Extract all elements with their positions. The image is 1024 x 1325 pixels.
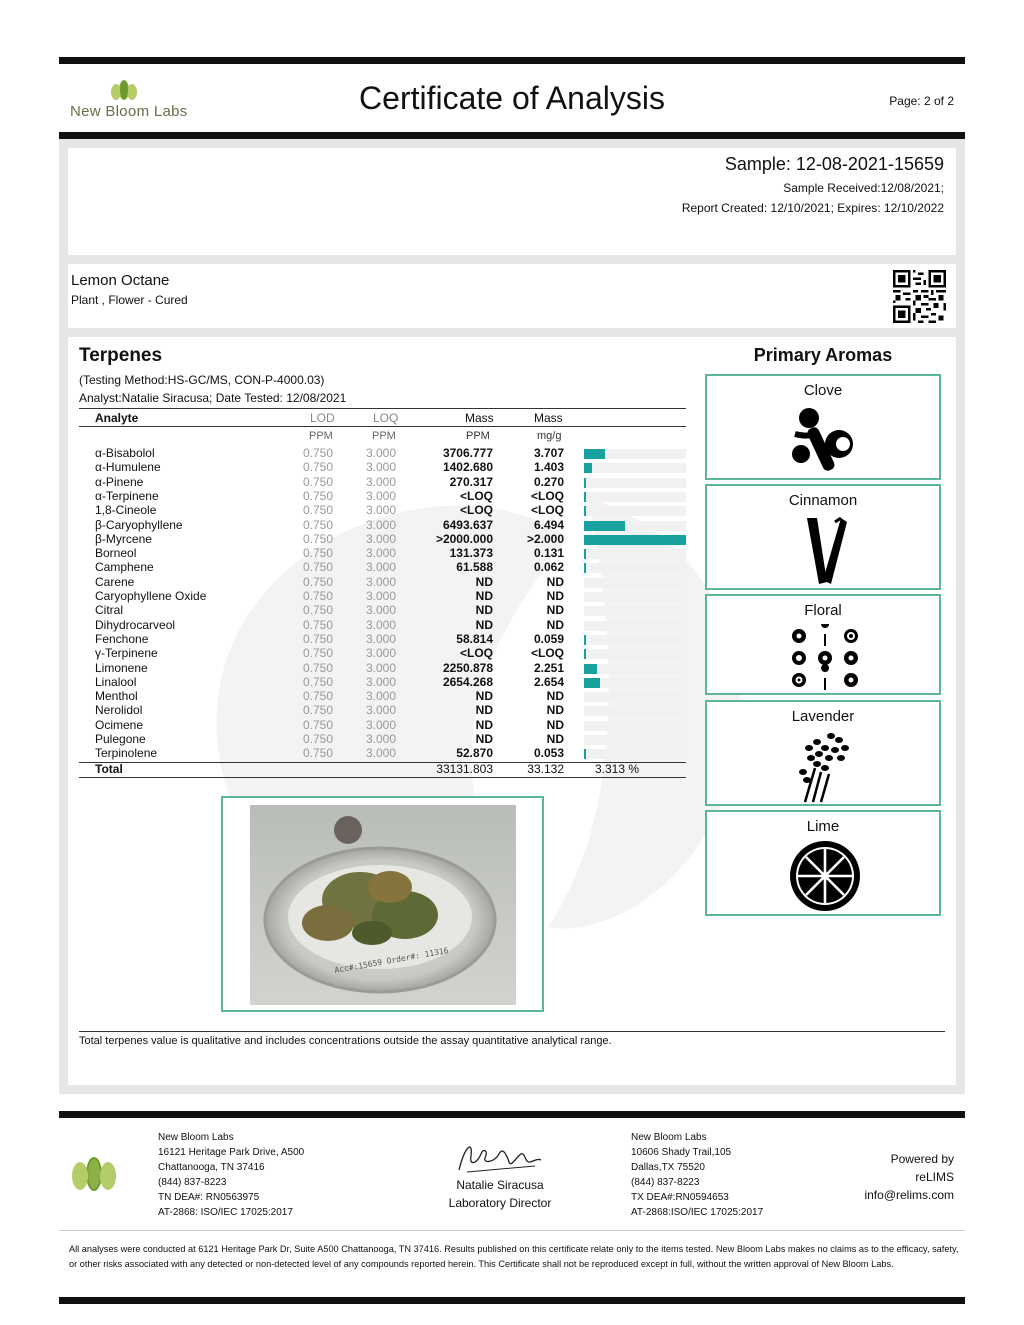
lod-cell: 0.750 — [303, 560, 334, 575]
col-loq: LOQ — [373, 411, 399, 425]
analyst-info: Analyst:Natalie Siracusa; Date Tested: 12/08/2021 — [79, 391, 347, 405]
mass-ppm-cell: 2250.878 — [442, 660, 493, 675]
lod-cell: 0.750 — [303, 703, 334, 718]
mass-ppm-cell: ND — [475, 589, 493, 603]
aromas-title: Primary Aromas — [753, 345, 893, 365]
floral-icon — [787, 624, 863, 692]
bar-fill — [584, 678, 600, 688]
mass-mg-cell: 0.270 — [533, 474, 564, 489]
table-row — [79, 718, 689, 732]
loq-cell: 3.000 — [366, 446, 397, 460]
analyte-cell: Citral — [95, 603, 124, 618]
loq-cell: 3.000 — [366, 546, 397, 561]
analyte-cell: Nerolidol — [95, 703, 143, 718]
analyte-cell: β-Caryophyllene — [95, 517, 183, 532]
qualitative-note: Total terpenes value is qualitative and includes concentrations outside the assay quantitative analytical range. — [79, 1035, 612, 1047]
unit-loq: PPM — [372, 430, 396, 442]
powered-by — [864, 1150, 954, 1204]
total-mg: 33.132 — [527, 762, 564, 776]
loq-cell: 3.000 — [366, 589, 397, 603]
lab1-line: 16121 Heritage Park Drive, A500 — [158, 1147, 305, 1158]
lod-cell: 0.750 — [303, 546, 334, 561]
bar-fill — [584, 649, 586, 659]
table-row — [79, 618, 689, 632]
loq-cell: 3.000 — [366, 717, 397, 732]
bar-fill — [584, 549, 586, 559]
mass-mg-cell: ND — [546, 574, 564, 589]
lab2-line: TX DEA#:RN0594653 — [631, 1192, 729, 1203]
table-top-rule — [79, 408, 686, 409]
lod-cell: 0.750 — [303, 603, 334, 618]
product-panel — [68, 264, 956, 328]
mass-mg-cell: 0.131 — [533, 546, 564, 561]
mass-ppm-cell: ND — [475, 732, 493, 746]
lod-cell: 0.750 — [303, 574, 334, 589]
lod-cell: 0.750 — [303, 674, 334, 689]
product-name: Lemon Octane — [71, 272, 170, 289]
bar-track — [584, 635, 686, 645]
bar-fill — [584, 521, 625, 531]
unit-ppm: PPM — [466, 430, 490, 442]
disclaimer-rule — [59, 1230, 965, 1231]
table-row — [79, 746, 689, 760]
mass-mg-cell: ND — [546, 732, 564, 746]
powered-label: Powered by — [890, 1152, 954, 1166]
table-row — [79, 646, 689, 660]
mass-ppm-cell: <LOQ — [459, 488, 493, 503]
mass-ppm-cell: 270.317 — [449, 474, 493, 489]
loq-cell: 3.000 — [366, 503, 397, 518]
total-ppm: 33131.803 — [436, 762, 493, 776]
table-row — [79, 603, 689, 617]
aroma-label: Cinnamon — [788, 492, 858, 509]
bar-track — [584, 706, 686, 716]
table-row — [79, 703, 689, 717]
analyte-cell: Pulegone — [95, 732, 146, 746]
relims-email[interactable]: info@relims.com — [864, 1188, 954, 1202]
mass-ppm-cell: <LOQ — [459, 646, 493, 661]
table-row — [79, 460, 689, 474]
bar-track — [584, 492, 686, 502]
mass-mg-cell: <LOQ — [530, 488, 564, 503]
table-row — [79, 560, 689, 574]
lab1-address — [158, 1130, 304, 1220]
lod-cell: 0.750 — [303, 617, 334, 632]
lime-icon — [789, 840, 861, 912]
table-row — [79, 689, 689, 703]
lab2-line: AT-2868:ISO/IEC 17025:2017 — [631, 1207, 764, 1218]
bar-track — [584, 563, 686, 573]
page-title: Certificate of Analysis — [359, 80, 665, 116]
lab1-line: AT-2868: ISO/IEC 17025:2017 — [158, 1207, 293, 1218]
aroma-label: Clove — [803, 382, 843, 399]
loq-cell: 3.000 — [366, 732, 397, 746]
bar-fill — [584, 635, 586, 645]
table-row — [79, 632, 689, 646]
lab1-line: TN DEA#: RN0563975 — [158, 1192, 260, 1203]
loq-cell: 3.000 — [366, 560, 397, 575]
mass-mg-cell: 0.059 — [533, 631, 564, 646]
table-bottom-rule — [79, 777, 686, 778]
loq-cell: 3.000 — [366, 631, 397, 646]
aroma-label: Lavender — [791, 708, 855, 725]
loq-cell: 3.000 — [366, 660, 397, 675]
bar-fill — [584, 535, 686, 545]
bar-fill — [584, 463, 592, 473]
aroma-lavender — [705, 700, 941, 806]
testing-method: (Testing Method:HS-GC/MS, CON-P-4000.03) — [79, 373, 325, 387]
loq-cell: 3.000 — [366, 674, 397, 689]
lod-cell: 0.750 — [303, 732, 334, 746]
sample-id: Sample: 12-08-2021-15659 — [724, 154, 944, 174]
table-row — [79, 575, 689, 589]
col-mass-ppm: Mass — [465, 411, 494, 425]
lavender-icon — [795, 728, 855, 804]
lod-cell: 0.750 — [303, 746, 334, 761]
aroma-lime — [705, 810, 941, 916]
bar-fill — [584, 478, 586, 488]
top-rule — [59, 57, 965, 64]
aroma-label: Floral — [804, 602, 842, 619]
unit-mg: mg/g — [537, 430, 562, 442]
lab1-line: Chattanooga, TN 37416 — [158, 1162, 265, 1173]
cinnamon-icon — [801, 514, 849, 586]
total-row — [79, 762, 689, 776]
mass-ppm-cell: >2000.000 — [435, 531, 493, 546]
mass-ppm-cell: 52.870 — [456, 746, 493, 761]
bar-track — [584, 578, 686, 588]
lod-cell: 0.750 — [303, 503, 334, 518]
aroma-label: Lime — [806, 818, 840, 835]
mass-mg-cell: 2.654 — [533, 674, 564, 689]
col-mass-mg: Mass — [534, 411, 563, 425]
sample-photo-frame — [221, 796, 544, 1012]
analyte-cell: Dihydrocarveol — [95, 617, 176, 632]
loq-cell: 3.000 — [366, 531, 397, 546]
analyte-cell: β-Myrcene — [95, 531, 152, 546]
analyte-cell: α-Pinene — [95, 474, 144, 489]
analyte-cell: α-Terpinene — [95, 488, 159, 503]
lab1-line: (844) 837-8223 — [158, 1177, 227, 1188]
bar-track — [584, 721, 686, 731]
header-rule — [59, 132, 965, 139]
lab2-line: (844) 837-8223 — [631, 1177, 700, 1188]
clove-icon — [789, 404, 861, 476]
lod-cell: 0.750 — [303, 689, 334, 704]
lod-cell: 0.750 — [303, 488, 334, 503]
total-label: Total — [95, 762, 123, 776]
analyte-cell: α-Humulene — [95, 460, 161, 475]
analyte-cell: Terpinolene — [95, 746, 158, 761]
footer-rule — [59, 1111, 965, 1118]
col-analyte: Analyte — [95, 411, 139, 425]
bar-track — [584, 592, 686, 602]
product-type: Plant , Flower - Cured — [71, 293, 188, 307]
mass-ppm-cell: ND — [475, 717, 493, 732]
table-row — [79, 475, 689, 489]
lab2-line: 10606 Shady Trail,105 — [631, 1147, 732, 1158]
mass-mg-cell: 0.062 — [533, 560, 564, 575]
bar-track — [584, 463, 686, 473]
analyte-cell: α-Bisabolol — [95, 446, 155, 460]
loq-cell: 3.000 — [366, 517, 397, 532]
table-row — [79, 675, 689, 689]
bar-track — [584, 606, 686, 616]
signer-name: Natalie Siracusa — [456, 1178, 544, 1192]
lod-cell: 0.750 — [303, 660, 334, 675]
qr-code-icon[interactable] — [893, 270, 946, 323]
signer-title: Laboratory Director — [448, 1196, 552, 1210]
analyte-cell: Ocimene — [95, 717, 144, 732]
mass-ppm-cell: 61.588 — [456, 560, 493, 575]
terpenes-title: Terpenes — [79, 345, 163, 366]
bar-track — [584, 506, 686, 516]
analyte-cell: Fenchone — [95, 631, 149, 646]
table-row — [79, 446, 689, 460]
loq-cell: 3.000 — [366, 488, 397, 503]
loq-cell: 3.000 — [366, 617, 397, 632]
loq-cell: 3.000 — [366, 474, 397, 489]
mass-mg-cell: ND — [546, 717, 564, 732]
bar-track — [584, 549, 686, 559]
mass-ppm-cell: 6493.637 — [442, 517, 493, 532]
relims-name: reLIMS — [915, 1170, 954, 1184]
loq-cell: 3.000 — [366, 603, 397, 618]
lab2-line: New Bloom Labs — [631, 1132, 707, 1143]
table-row — [79, 546, 689, 560]
table-row — [79, 732, 689, 746]
lod-cell: 0.750 — [303, 589, 334, 603]
col-lod: LOD — [310, 411, 335, 425]
lab1-line: New Bloom Labs — [158, 1132, 234, 1143]
mass-mg-cell: <LOQ — [530, 503, 564, 518]
table-row — [79, 518, 689, 532]
mass-ppm-cell: <LOQ — [459, 503, 493, 518]
analyte-cell: Carene — [95, 574, 135, 589]
analyte-cell: Borneol — [95, 546, 137, 561]
bar-fill — [584, 506, 586, 516]
table-row — [79, 589, 689, 603]
lab2-address — [631, 1130, 763, 1220]
loq-cell: 3.000 — [366, 703, 397, 718]
table-row — [79, 489, 689, 503]
loq-cell: 3.000 — [366, 746, 397, 761]
sample-photo — [250, 805, 516, 1005]
analyte-cell: Limonene — [95, 660, 148, 675]
mass-ppm-cell: 58.814 — [456, 631, 493, 646]
loq-cell: 3.000 — [366, 460, 397, 475]
brand-name: New Bloom Labs — [70, 103, 188, 120]
lod-cell: 0.750 — [303, 631, 334, 646]
svg-text:Acc#:15659 Order#: 11316: Acc#:15659 Order#: 11316 — [333, 946, 450, 975]
lod-cell: 0.750 — [303, 646, 334, 661]
loq-cell: 3.000 — [366, 689, 397, 704]
mass-mg-cell: ND — [546, 589, 564, 603]
note-rule — [79, 1031, 945, 1032]
mass-mg-cell: 6.494 — [533, 517, 564, 532]
unit-lod: PPM — [309, 430, 333, 442]
aroma-floral — [705, 594, 941, 695]
mass-ppm-cell: 131.373 — [449, 546, 493, 561]
report-dates: Report Created: 12/10/2021; Expires: 12/10/2022 — [681, 201, 944, 215]
total-percent: 3.313 % — [595, 762, 640, 776]
mass-ppm-cell: ND — [475, 574, 493, 589]
bar-track — [584, 692, 686, 702]
header-bottom-rule — [79, 426, 686, 427]
table-row — [79, 661, 689, 675]
bar-track — [584, 664, 686, 674]
lab2-line: Dallas,TX 75520 — [631, 1162, 705, 1173]
disclaimer: All analyses were conducted at 6121 Heritage Park Dr, Suite A500 Chattanooga, TN 37416. Results published on this certificate relate only to the items tested. New Bloom Labs makes no claims as to the efficacy, safety, or other risks associated with any detected or non-detected level of any compounds reported herein. This Certificate shall not be reproduced except in full, without the written approval of New Bloom Labs. — [69, 1244, 959, 1269]
page-number: Page: 2 of 2 — [889, 94, 954, 108]
mass-mg-cell: 1.403 — [533, 460, 564, 475]
lod-cell: 0.750 — [303, 474, 334, 489]
bar-track — [584, 735, 686, 745]
bar-fill — [584, 749, 586, 759]
mass-ppm-cell: 2654.268 — [442, 674, 493, 689]
bar-track — [584, 749, 686, 759]
mass-mg-cell: ND — [546, 689, 564, 704]
bar-fill — [584, 563, 586, 573]
analyte-cell: Caryophyllene Oxide — [95, 589, 207, 603]
lod-cell: 0.750 — [303, 531, 334, 546]
mass-ppm-cell: 1402.680 — [442, 460, 493, 475]
bar-track — [584, 478, 686, 488]
analyte-cell: Linalool — [95, 674, 137, 689]
table-row — [79, 532, 689, 546]
bar-fill — [584, 492, 586, 502]
mass-ppm-cell: 3706.777 — [442, 446, 493, 460]
aroma-cinnamon — [705, 484, 941, 590]
mass-mg-cell: ND — [546, 703, 564, 718]
analyte-cell: Menthol — [95, 689, 138, 704]
lod-cell: 0.750 — [303, 517, 334, 532]
bar-fill — [584, 449, 605, 459]
analyte-cell: γ-Terpinene — [95, 646, 158, 661]
mass-mg-cell: >2.000 — [526, 531, 564, 546]
analyte-cell: Camphene — [95, 560, 154, 575]
mass-ppm-cell: ND — [475, 689, 493, 704]
lod-cell: 0.750 — [303, 460, 334, 475]
loq-cell: 3.000 — [366, 646, 397, 661]
sample-received: Sample Received:12/08/2021; — [783, 181, 944, 195]
mass-mg-cell: ND — [546, 617, 564, 632]
analyte-cell: 1,8-Cineole — [95, 503, 157, 518]
mass-ppm-cell: ND — [475, 703, 493, 718]
loq-cell: 3.000 — [366, 574, 397, 589]
bottom-rule — [59, 1297, 965, 1304]
signature-icon — [455, 1136, 545, 1176]
mass-mg-cell: <LOQ — [530, 646, 564, 661]
mass-ppm-cell: ND — [475, 617, 493, 632]
bar-track — [584, 649, 686, 659]
mass-mg-cell: 0.053 — [533, 746, 564, 761]
mass-mg-cell: 3.707 — [533, 446, 564, 460]
footer-logo-icon — [70, 1155, 118, 1193]
mass-ppm-cell: ND — [475, 603, 493, 618]
table-row — [79, 503, 689, 517]
lod-cell: 0.750 — [303, 446, 334, 460]
mass-mg-cell: 2.251 — [533, 660, 564, 675]
aroma-clove — [705, 374, 941, 480]
bar-fill — [584, 664, 597, 674]
lod-cell: 0.750 — [303, 717, 334, 732]
bar-track — [584, 621, 686, 631]
mass-mg-cell: ND — [546, 603, 564, 618]
